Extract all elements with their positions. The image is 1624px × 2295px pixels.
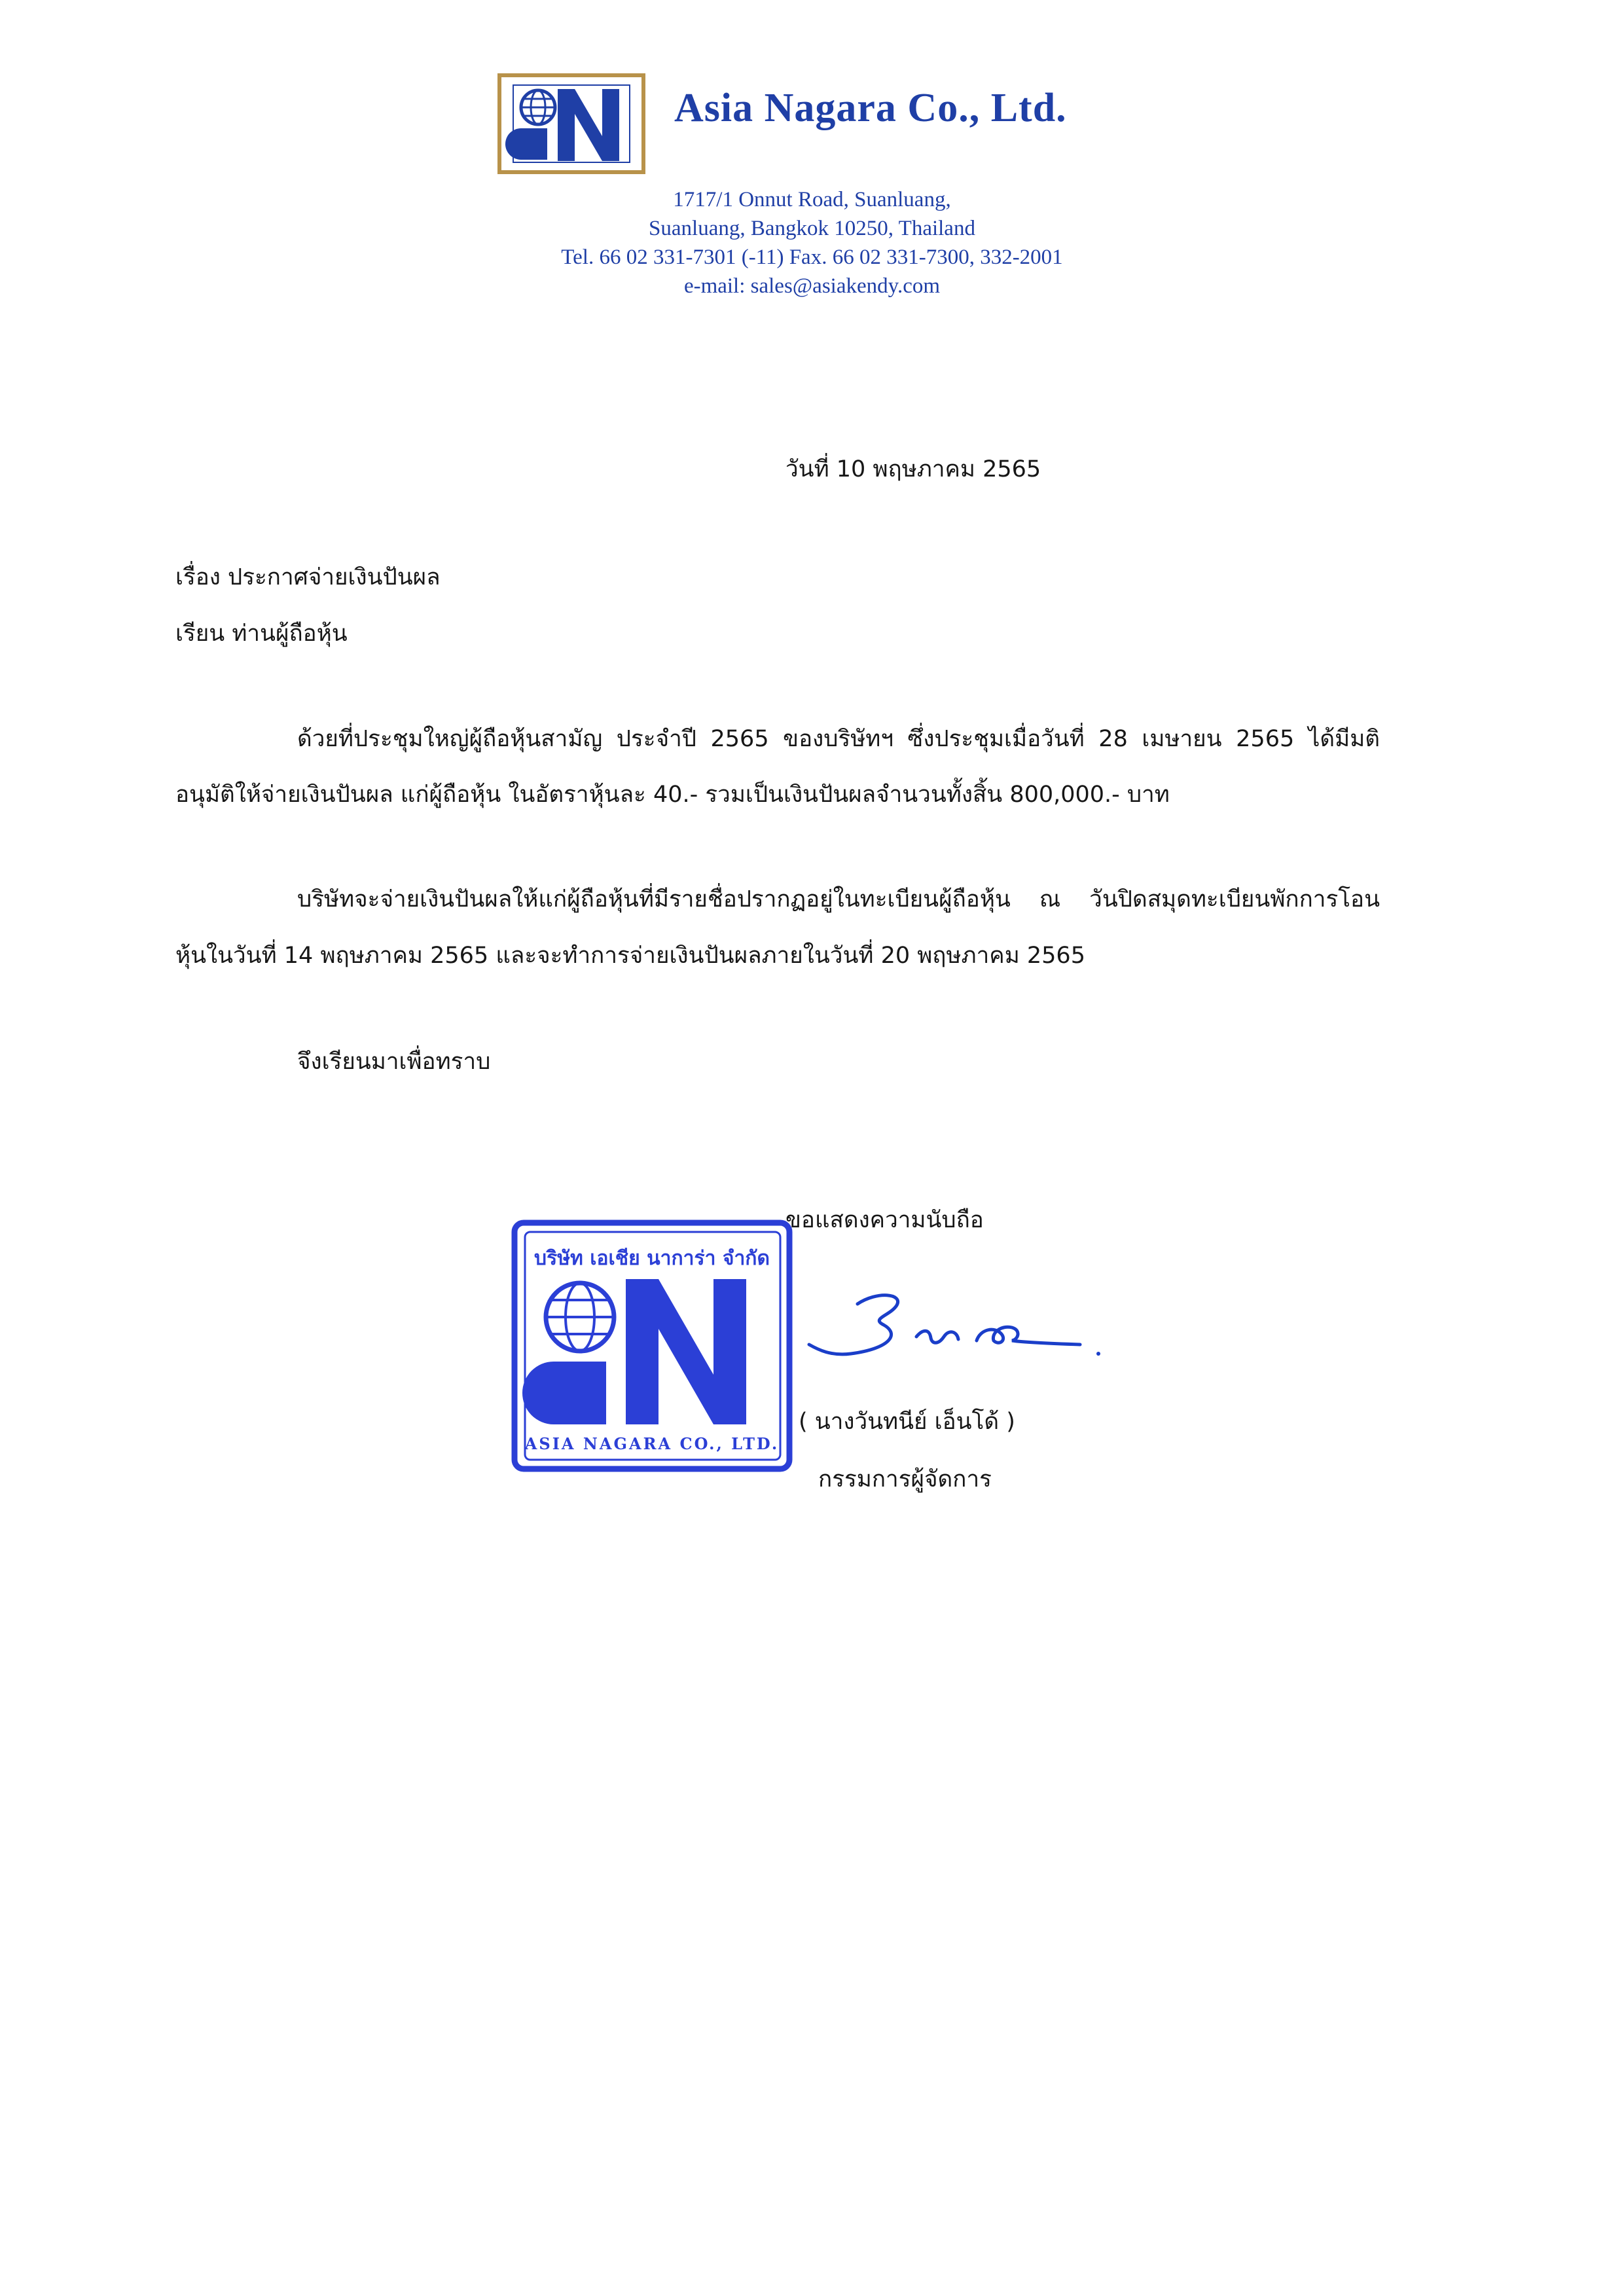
email-line: e-mail: sales@asiakendy.com <box>683 274 941 298</box>
signer-name: ( นางวันทนีย์ เอ็นโด้ ) <box>799 1409 1015 1435</box>
closing-phrase: จึงเรียนมาเพื่อทราบ <box>297 1049 491 1075</box>
letter-salutation: เรียน ท่านผู้ถือหุ้น <box>175 621 348 647</box>
phone-fax-line: Tel. 66 02 331-7301 (-11) Fax. 66 02 331-7300, 332-2001 <box>561 245 1063 269</box>
paragraph-2-line-2: หุ้นในวันที่ 14 พฤษภาคม 2565 และจะทำการจ่ายเงินปันผลภายในวันที่ 20 พฤษภาคม 2565 <box>175 943 1085 969</box>
paragraph-1-line-1: ด้วยที่ประชุมใหญ่ผู้ถือหุ้นสามัญ ประจำปี 2565 ของบริษัทฯ ซึ่งประชุมเมื่อวันที่ 28 เมษายน 2565 ได้มีมติ <box>297 726 1380 752</box>
globe-n-logo-icon <box>497 73 645 174</box>
signer-title: กรรมการผู้จัดการ <box>818 1466 992 1492</box>
paragraph-1-line-2: อนุมัติให้จ่ายเงินปันผล แก่ผู้ถือหุ้น ในอัตราหุ้นละ 40.- รวมเป็นเงินปันผลจำนวนทั้งสิ้น 800,000.- บาท <box>175 782 1170 808</box>
address-line-1: 1717/1 Onnut Road, Suanluang, <box>673 188 951 211</box>
stamp-bottom-text: ASIA NAGARA CO., LTD. <box>524 1434 780 1453</box>
company-seal-stamp-icon <box>511 1219 793 1473</box>
address-line-2: Suanluang, Bangkok 10250, Thailand <box>649 217 975 240</box>
paragraph-2-line-1: บริษัทจะจ่ายเงินปันผลให้แก่ผู้ถือหุ้นที่มีรายชื่อปรากฏอยู่ในทะเบียนผู้ถือหุ้น ณ วันปิดสมุดทะเบียนพักการโอน <box>297 886 1380 913</box>
complimentary-close: ขอแสดงความนับถือ <box>785 1207 984 1233</box>
handwritten-signature-icon <box>805 1276 1119 1381</box>
stamp-top-text: บริษัท เอเชีย นาการ่า จำกัด <box>534 1247 770 1270</box>
letter-subject: เรื่อง ประกาศจ่ายเงินปันผล <box>175 564 441 590</box>
company-name: Asia Nagara Co., Ltd. <box>674 86 1067 130</box>
letter-date: วันที่ 10 พฤษภาคม 2565 <box>785 456 1041 482</box>
